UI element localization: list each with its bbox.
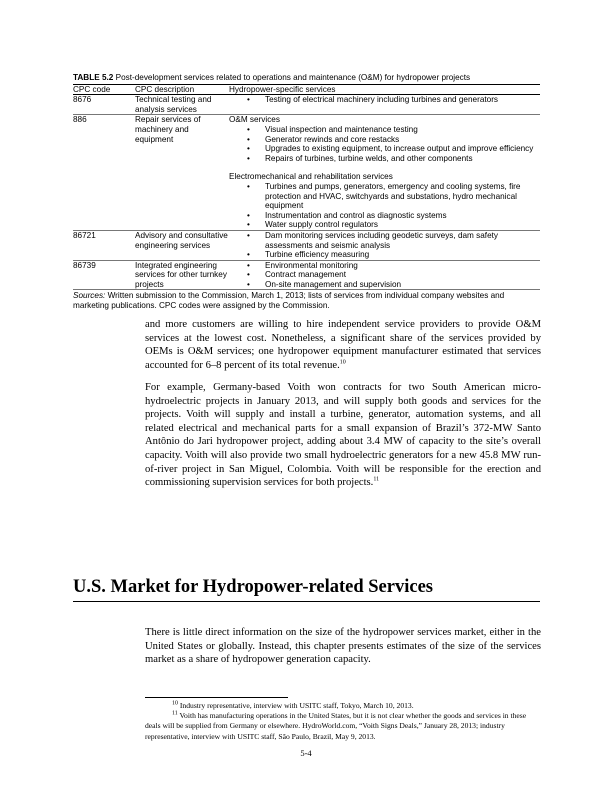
service-text: Repairs of turbines, turbine welds, and other components (265, 153, 473, 163)
bullet-icon: • (247, 250, 250, 260)
paragraph-text: For example, Germany-based Voith won contracts for two South American micro-hydroelectric projects in January 2013, and will supply both goods and services for the projects. Voith will supply and install a turbine, generator, automation systems, and all related electrical and mechanical parts for a small expansion of Brazil’s 372-MW Santo Antônio do Jari hydropower project, adding about 3.4 MW of capacity to the site’s overall capacity. Voith will also provide two small hydroelectric generators for a new 45.8 MW run-of-river project in San Miguel, Colombia. Voith will be responsible for the erection and commissioning supervision services for both projects. (145, 382, 541, 489)
service-item (229, 250, 540, 260)
services-cell (229, 115, 540, 230)
bullet-icon: • (247, 230, 250, 240)
service-item (229, 270, 540, 280)
service-text: Water supply control regulators (265, 220, 379, 230)
footnote-divider (145, 697, 288, 698)
cpc-code: 86739 (73, 260, 96, 270)
bullet-icon: • (247, 260, 250, 270)
table-sources (73, 291, 540, 311)
cpc-description: Advisory and consultative engineering services (135, 230, 228, 250)
bullet-icon: • (247, 210, 250, 220)
cpc-description: Technical testing and analysis services (135, 95, 212, 114)
cpc-description: Integrated engineering services for other turnkey projects (135, 260, 227, 289)
service-item (229, 211, 540, 221)
footnote-ref: 10 (339, 359, 346, 366)
service-item (229, 280, 540, 290)
footnote-number: 11 (172, 710, 178, 717)
column-header: CPC description (135, 84, 195, 94)
service-text: Generator rewinds and core restacks (265, 134, 400, 144)
section-heading: U.S. Market for Hydropower-related Services (73, 577, 540, 602)
bullet-icon: • (247, 220, 250, 230)
service-item (229, 135, 540, 145)
service-text: Contract management (265, 270, 347, 280)
footnote-ref: 11 (373, 476, 380, 483)
service-text: Turbines and pumps, generators, emergency and cooling systems, fire protection and HVAC, switchyards and substations, hydro mechanical equipment (265, 181, 521, 211)
table-row (73, 95, 540, 115)
footnote-text: Industry representative, interview with USITC staff, Tokyo, March 10, 2013. (178, 701, 414, 710)
service-item (229, 231, 540, 250)
bullet-icon: • (247, 124, 250, 134)
bullet-icon: • (247, 153, 250, 163)
column-header: CPC code (73, 84, 111, 94)
service-text: Upgrades to existing equipment, to increase output and improve efficiency (265, 144, 534, 154)
bullet-icon: • (247, 279, 250, 289)
service-text: Instrumentation and control as diagnostic systems (265, 210, 447, 220)
bullet-icon: • (247, 95, 250, 105)
cpc-code: 886 (73, 115, 87, 125)
table-row (73, 261, 540, 291)
body-paragraph: There is little direct information on the size of the hydropower services market, either in the United States or globally. Instead, this chapter presents estimates of the size of the services market as a share of hydropower generation capacity. (145, 627, 541, 666)
service-item (229, 220, 540, 230)
bullet-icon: • (247, 144, 250, 154)
body-paragraph (145, 381, 541, 490)
table-5-2 (73, 73, 540, 311)
service-text: Visual inspection and maintenance testing (265, 124, 418, 134)
service-item (229, 261, 540, 271)
service-group-label: Electromechanical and rehabilitation services (229, 172, 393, 182)
service-item (229, 144, 540, 154)
table-title-text: Post-development services related to operations and maintenance (O&M) for hydropower projects (115, 73, 471, 82)
paragraph-text: and more customers are willing to hire independent service providers to provide O&M services at the lowest cost. Nonetheless, a significant share of the services provided by OEMs is O&M services; one hydropower equipment manufacturer estimated that services accounted for 6–8 percent of its total revenue. (145, 319, 541, 371)
column-header: Hydropower-specific services (229, 84, 336, 94)
footnote (145, 711, 541, 742)
footnote (145, 701, 541, 711)
page-number: 5-4 (300, 748, 312, 758)
cpc-code: 86721 (73, 230, 96, 240)
body-paragraph (145, 318, 541, 372)
services-cell (229, 231, 540, 260)
table-row (73, 231, 540, 261)
service-text: On-site management and supervision (265, 279, 402, 289)
footnote-text: Voith has manufacturing operations in the United States, but it is not clear whether the goods and services in these deals will be supplied from Germany or elsewhere. HydroWorld.com, “Voith Signs Deals,” January 28, 2013; industry representative, interview with USITC staff, São Paulo, Brazil, May 9, 2013. (145, 711, 527, 741)
service-item (229, 125, 540, 135)
services-cell (229, 261, 540, 290)
sources-text: Written submission to the Commission, March 1, 2013; lists of services from individual company websites and marketing publications. CPC codes were assigned by the Commission. (73, 291, 505, 311)
service-text: Dam monitoring services including geodetic surveys, dam safety assessments and seismic analysis (265, 230, 498, 250)
service-text: Environmental monitoring (265, 260, 358, 270)
footnote-number: 10 (172, 700, 178, 707)
sources-label: Sources: (73, 291, 106, 301)
service-item (229, 182, 540, 211)
cpc-description: Repair services of machinery and equipment (135, 115, 201, 144)
cpc-code: 8676 (73, 95, 92, 105)
service-item (229, 95, 540, 105)
bullet-icon: • (247, 270, 250, 280)
table-header-row (73, 85, 540, 96)
service-text: Turbine efficiency measuring (265, 250, 370, 260)
table-number: TABLE 5.2 (73, 73, 114, 82)
service-group-label: O&M services (229, 115, 280, 125)
bullet-icon: • (247, 134, 250, 144)
service-text: Testing of electrical machinery including turbines and generators (265, 95, 499, 105)
table-row (73, 115, 540, 231)
service-item (229, 154, 540, 164)
bullet-icon: • (247, 181, 250, 191)
services-cell (229, 95, 540, 114)
footnotes (145, 701, 541, 742)
table-title (73, 73, 540, 85)
